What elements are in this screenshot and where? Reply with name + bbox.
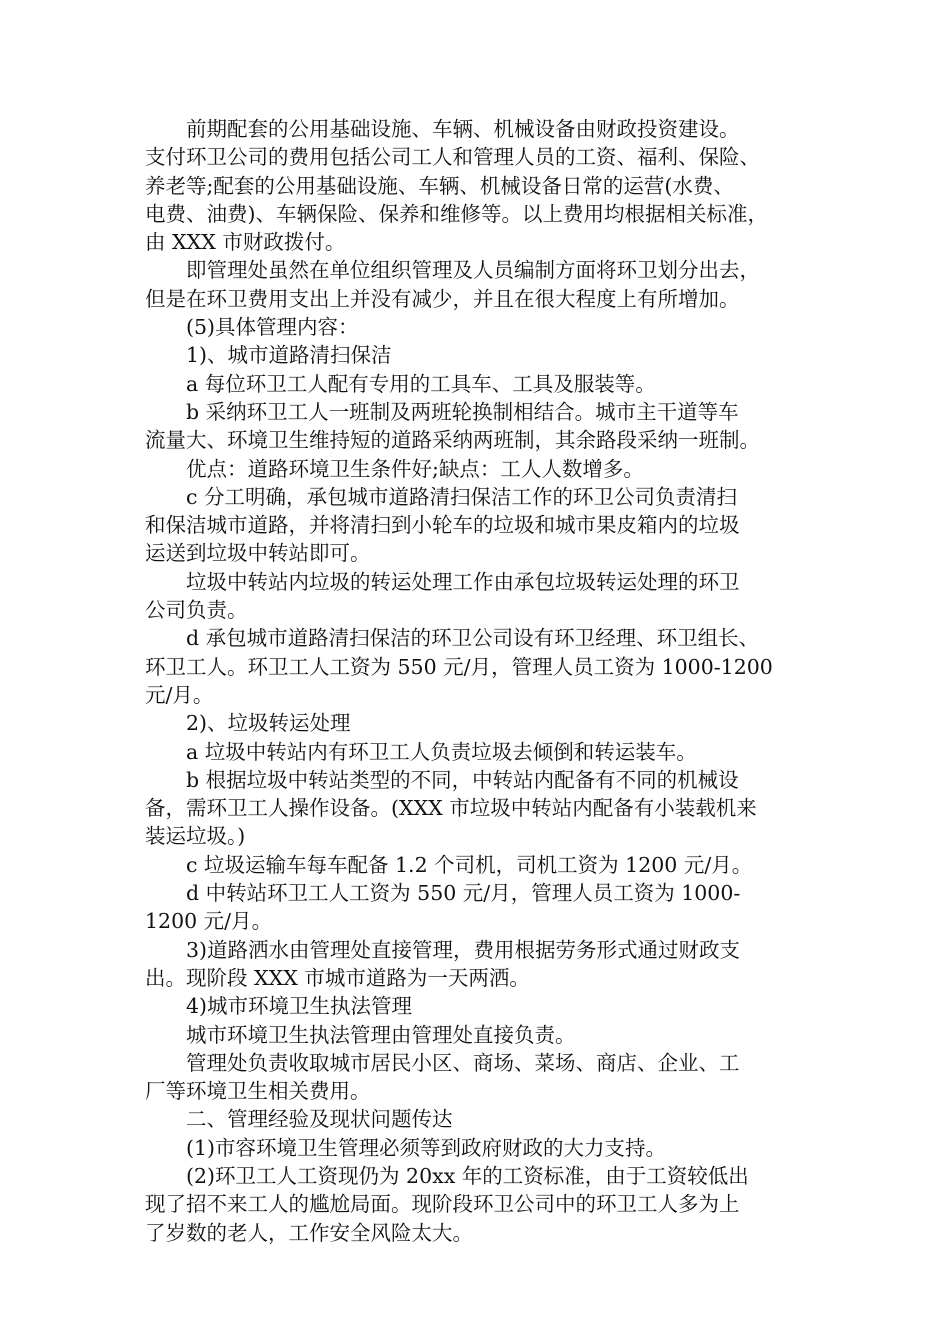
text-line: 运送到垃圾中转站即可。 [145, 541, 371, 566]
text-line: b 根据垃圾中转站类型的不同，中转站内配备有不同的机械设 [186, 767, 739, 792]
text-line: (1)市容环境卫生管理必须等到政府财政的大力支持。 [186, 1135, 667, 1160]
text-line: 管理处负责收取城市居民小区、商场、菜场、商店、企业、工 [186, 1050, 740, 1075]
text-line: c 垃圾运输车每车配备 1.2 个司机，司机工资为 1200 元/月。 [186, 852, 753, 877]
text-line: b 采纳环卫工人一班制及两班轮换制相结合。城市主干道等车 [186, 399, 739, 424]
text-line: 养老等;配套的公用基础设施、车辆、机械设备日常的运营(水费、 [145, 173, 734, 198]
text-line: 现了招不来工人的尴尬局面。现阶段环卫公司中的环卫工人多为上 [145, 1192, 740, 1217]
text-line: c 分工明确，承包城市道路清扫保洁工作的环卫公司负责清扫 [186, 484, 737, 509]
text-line: (5)具体管理内容： [186, 315, 359, 340]
text-line: 3)道路洒水由管理处直接管理，费用根据劳务形式通过财政支 [186, 937, 741, 962]
text-line: 电费、油费)、车辆保险、保养和维修等。以上费用均根据相关标准， [145, 201, 768, 226]
text-line: d 承包城市道路清扫保洁的环卫公司设有环卫经理、环卫组长、 [186, 626, 760, 651]
text-line: 元/月。 [145, 682, 214, 707]
text-line: 垃圾中转站内垃圾的转运处理工作由承包垃圾转运处理的环卫 [186, 569, 740, 594]
text-line: 厂等环境卫生相关费用。 [145, 1079, 371, 1104]
text-line: d 中转站环卫工人工资为 550 元/月，管理人员工资为 1000- [186, 881, 741, 906]
text-line: 了岁数的老人，工作安全风险太大。 [145, 1220, 473, 1245]
text-line: 备，需环卫工人操作设备。(XXX 市垃圾中转站内配备有小装载机来 [145, 796, 757, 821]
text-line: 由 XXX 市财政拨付。 [145, 230, 346, 255]
text-line: 支付环卫公司的费用包括公司工人和管理人员的工资、福利、保险、 [145, 145, 760, 170]
text-line: 流量大、环境卫生维持短的道路采纳两班制，其余路段采纳一班制。 [145, 428, 760, 453]
text-line: 和保洁城市道路，并将清扫到小轮车的垃圾和城市果皮箱内的垃圾 [145, 513, 740, 538]
document-body [145, 115, 813, 1247]
section-heading: 2)、垃圾转运处理 [186, 711, 351, 736]
text-line: (2)环卫工人工资现仍为 20xx 年的工资标准，由于工资较低出 [186, 1163, 749, 1188]
text-line: a 垃圾中转站内有环卫工人负责垃圾去倾倒和转运装车。 [186, 739, 697, 764]
text-line: 装运垃圾。) [145, 824, 246, 849]
text-line: 前期配套的公用基础设施、车辆、机械设备由财政投资建设。 [186, 117, 740, 141]
text-line: 城市环境卫生执法管理由管理处直接负责。 [186, 1022, 576, 1047]
text-line: 即管理处虽然在单位组织管理及人员编制方面将环卫划分出去， [186, 258, 760, 283]
section-heading: 二、管理经验及现状问题传达 [186, 1107, 453, 1132]
text-line: 优点：道路环境卫生条件好;缺点：工人人数增多。 [186, 456, 644, 481]
text-line: 但是在环卫费用支出上并没有减少，并且在很大程度上有所增加。 [145, 286, 740, 311]
text-line: 1200 元/月。 [145, 909, 273, 934]
text-line: 公司负责。 [145, 598, 248, 623]
text-line: 出。现阶段 XXX 市城市道路为一天两洒。 [145, 965, 530, 990]
section-heading: 4)城市环境卫生执法管理 [186, 994, 413, 1019]
text-line: a 每位环卫工人配有专用的工具车、工具及服装等。 [186, 371, 656, 396]
section-heading: 1)、城市道路清扫保洁 [186, 343, 392, 368]
text-line: 环卫工人。环卫工人工资为 550 元/月，管理人员工资为 1000-1200 [145, 654, 773, 679]
